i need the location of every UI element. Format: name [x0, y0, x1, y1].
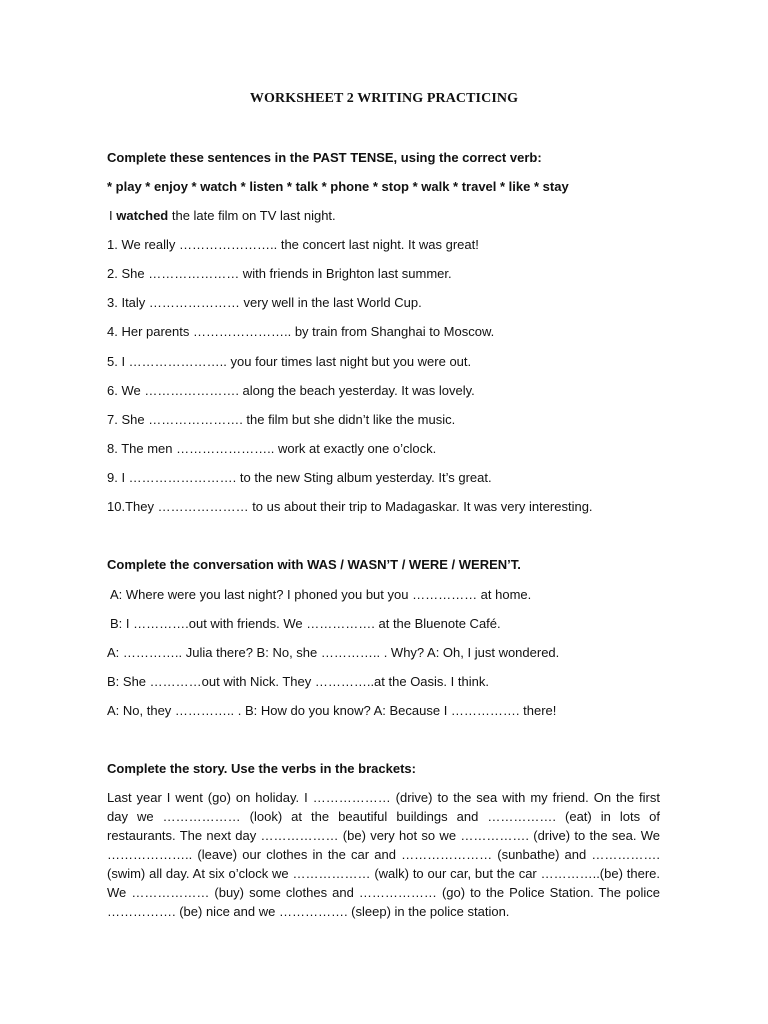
section3-instruction: Complete the story. Use the verbs in the brackets: [107, 761, 416, 776]
example-prefix: I [109, 208, 117, 223]
example-suffix: the late film on TV last night. [168, 208, 336, 223]
exercise-item-10: 10.They ………………… to us about their trip to Madagaskar. It was very interesting. [107, 499, 593, 514]
exercise-item-8: 8. The men ………………….. work at exactly one o’clock. [107, 441, 437, 456]
verb-list: * play * enjoy * watch * listen * talk * phone * stop * walk * travel * like * stay [107, 179, 569, 194]
story-paragraph: Last year I went (go) on holiday. I ……………… (drive) to the sea with my friend. On the first day we ……………… (look) at the beautiful buildings and ……………. (eat) in lots of restaurants. The next day ……………… (be) very hot so we ……………. (drive) to the sea. We ……………….. (leave) our clothes in the car and ………………… (sunbathe) and ……………. (swim) all day. At six o’clock we ……………… (walk) to our car, but the car …………..(be) there. We ……………… (buy) some clothes and ……………… (go) to the Police Station. The police ……………. (be) nice and we ……………. (sleep) in the police station. [107, 790, 660, 919]
conversation-line-4: B: She …………out with Nick. They …………..at the Oasis. I think. [107, 674, 489, 689]
conversation-line-1: A: Where were you last night? I phoned you but you …………… at home. [110, 587, 532, 602]
example-verb: watched [116, 208, 169, 223]
conversation-line-3: A: ………….. Julia there? B: No, she ………….. . Why? A: Oh, I just wondered. [107, 645, 560, 660]
conversation-line-5: A: No, they ………….. . B: How do you know? A: Because I ……………. there! [107, 703, 557, 718]
exercise-item-6: 6. We …………………. along the beach yesterday. It was lovely. [107, 383, 475, 398]
conversation-line-2: B: I ………….out with friends. We ……………. at the Bluenote Café. [110, 616, 501, 631]
section1-instruction: Complete these sentences in the PAST TENSE, using the correct verb: [107, 150, 542, 165]
exercise-item-2: 2. She ………………… with friends in Brighton last summer. [107, 266, 452, 281]
example-sentence [109, 208, 336, 224]
page-title: WORKSHEET 2 WRITING PRACTICING [249, 91, 519, 106]
exercise-item-5: 5. I ………………….. you four times last night but you were out. [107, 354, 472, 369]
section2-instruction: Complete the conversation with WAS / WASN’T / WERE / WEREN’T. [107, 557, 521, 572]
exercise-item-7: 7. She …………………. the film but she didn’t like the music. [107, 412, 456, 427]
exercise-item-4: 4. Her parents ………………….. by train from Shanghai to Moscow. [107, 324, 495, 339]
exercise-item-3: 3. Italy ………………… very well in the last World Cup. [107, 295, 422, 310]
exercise-item-9: 9. I ……………………. to the new Sting album yesterday. It’s great. [107, 470, 492, 485]
exercise-item-1: 1. We really ………………….. the concert last night. It was great! [107, 237, 479, 252]
